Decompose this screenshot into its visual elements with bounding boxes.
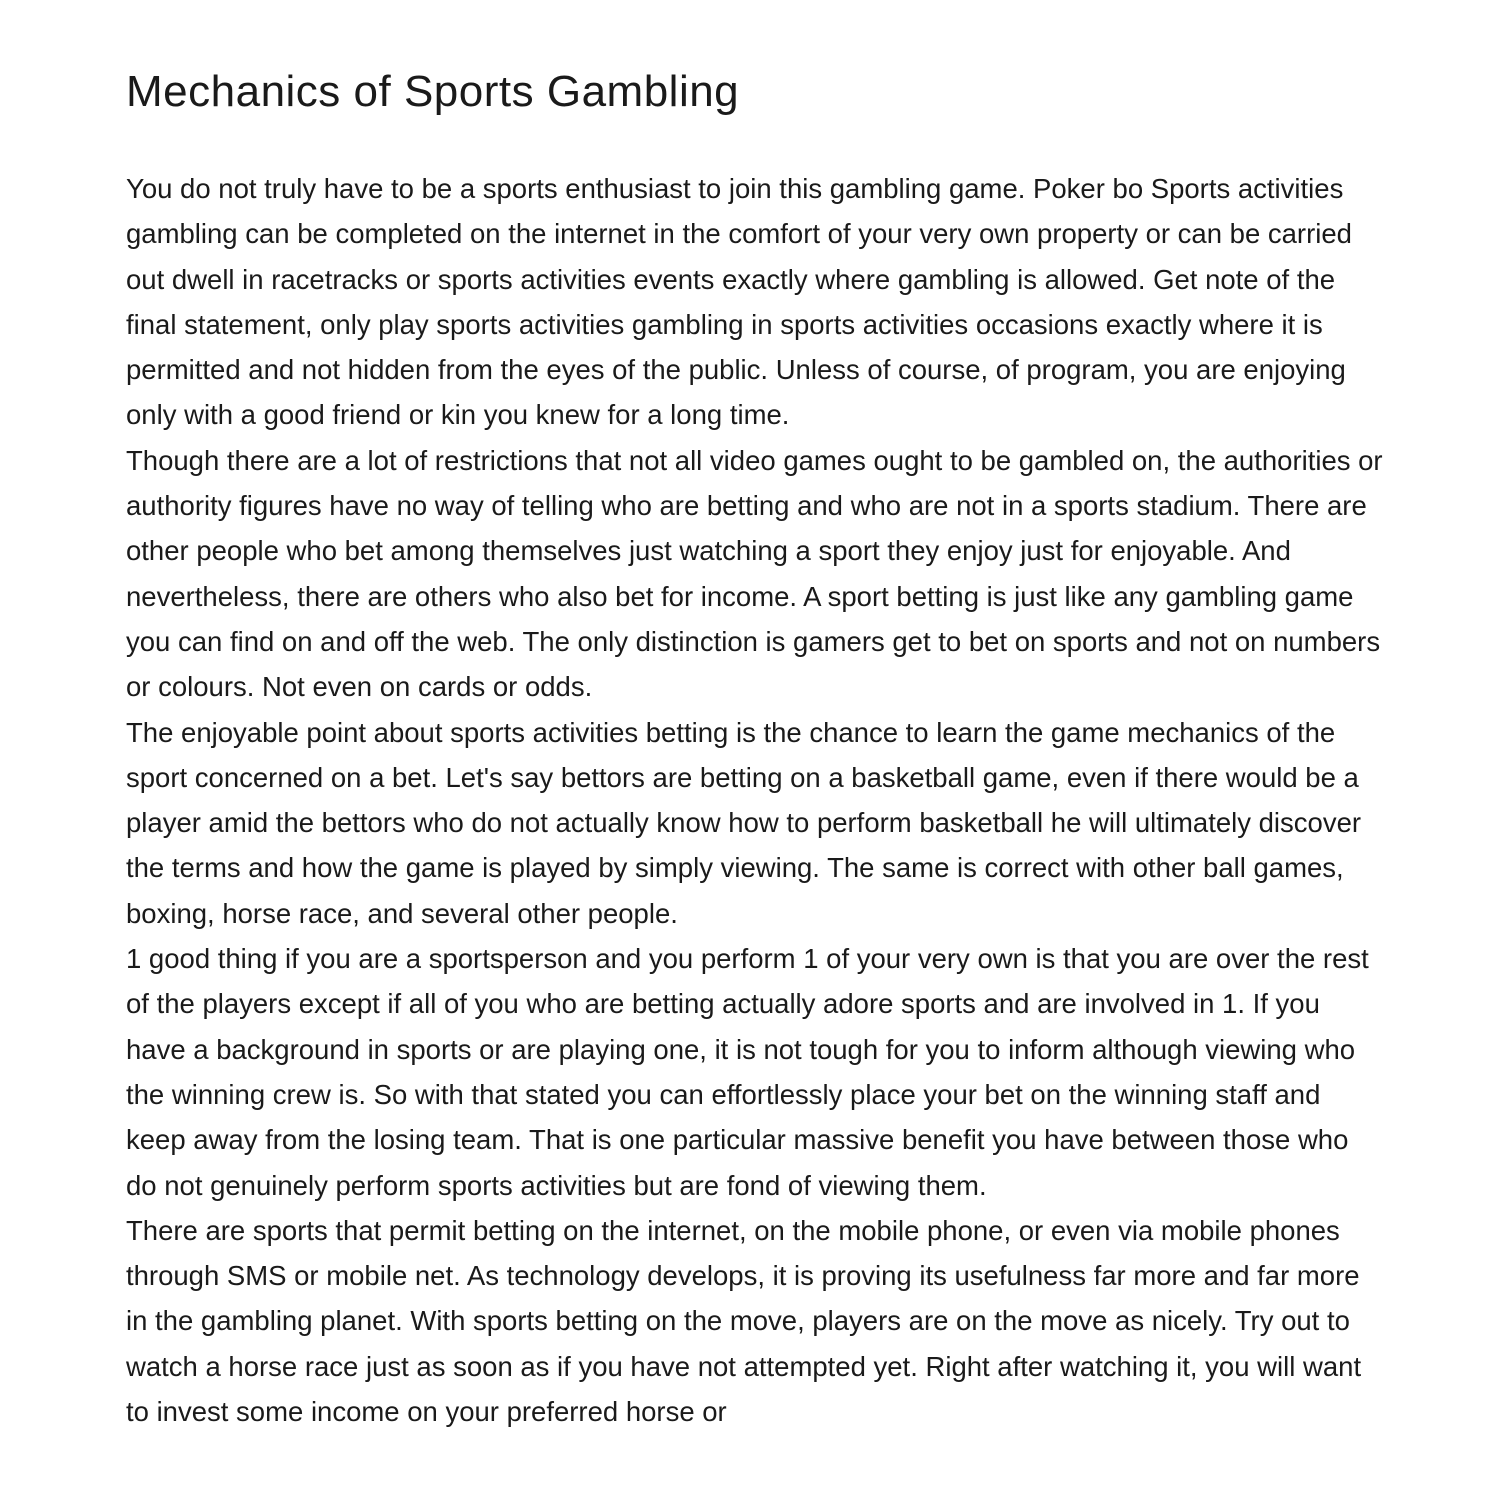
paragraph-3: The enjoyable point about sports activities betting is the chance to learn the game mechanics of the sport concerned on a bet. Let's say bettors are betting on a basketball game, even if there would be a player amid the bettors who do not actually know how to perform basketball he will ultimately discover the terms and how the game is played by simply viewing. The same is correct with other ball games, boxing, horse race, and several other people. bbox=[126, 716, 1362, 929]
paragraph-2: Though there are a lot of restrictions that not all video games ought to be gambled on, the authorities or authority figures have no way of telling who are betting and who are not in a sports stadium. There are other people who bet among themselves just watching a sport they enjoy just for enjoyable. And nevertheless, there are others who also bet for income. A sport betting is just like any gambling game you can find on and off the web. The only distinction is gamers get to bet on sports and not on numbers or colours. Not even on cards or odds. bbox=[126, 444, 1383, 703]
paragraph-1: You do not truly have to be a sports enthusiast to join this gambling game. Poker bo Sports activities gambling can be completed on the internet in the comfort of your very own property or can be carried out dwell in racetracks or sports activities events exactly where gambling is allowed. Get note of the final statement, only play sports activities gambling in sports activities occasions exactly where it is permitted and not hidden from the eyes of the public. Unless of course, of program, you are enjoying only with a good friend or kin you knew for a long time. bbox=[126, 173, 1352, 431]
paragraph-4: 1 good thing if you are a sportsperson and you perform 1 of your very own is that you are over the rest of the players except if all of you who are betting actually adore sports and are involved in 1. If you have a background in sports or are playing one, it is not tough for you to inform although viewing who the winning crew is. So with that stated you can effortlessly place your bet on the winning staff and keep away from the losing team. That is one particular massive benefit you have between those who do not genuinely perform sports activities but are fond of viewing them. bbox=[126, 943, 1369, 1201]
document-title: Mechanics of Sports Gambling bbox=[126, 67, 740, 116]
paragraph-5: There are sports that permit betting on the internet, on the mobile phone, or even via mobile phones through SMS or mobile net. As technology develops, it is proving its usefulness far more and far more in the gambling planet. With sports betting on the move, players are on the move as nicely. Try out to watch a horse race just as soon as if you have not attempted yet. Right after watching it, you will want to invest some income on your preferred horse or bbox=[126, 1214, 1362, 1428]
document-body bbox=[126, 166, 1386, 1434]
